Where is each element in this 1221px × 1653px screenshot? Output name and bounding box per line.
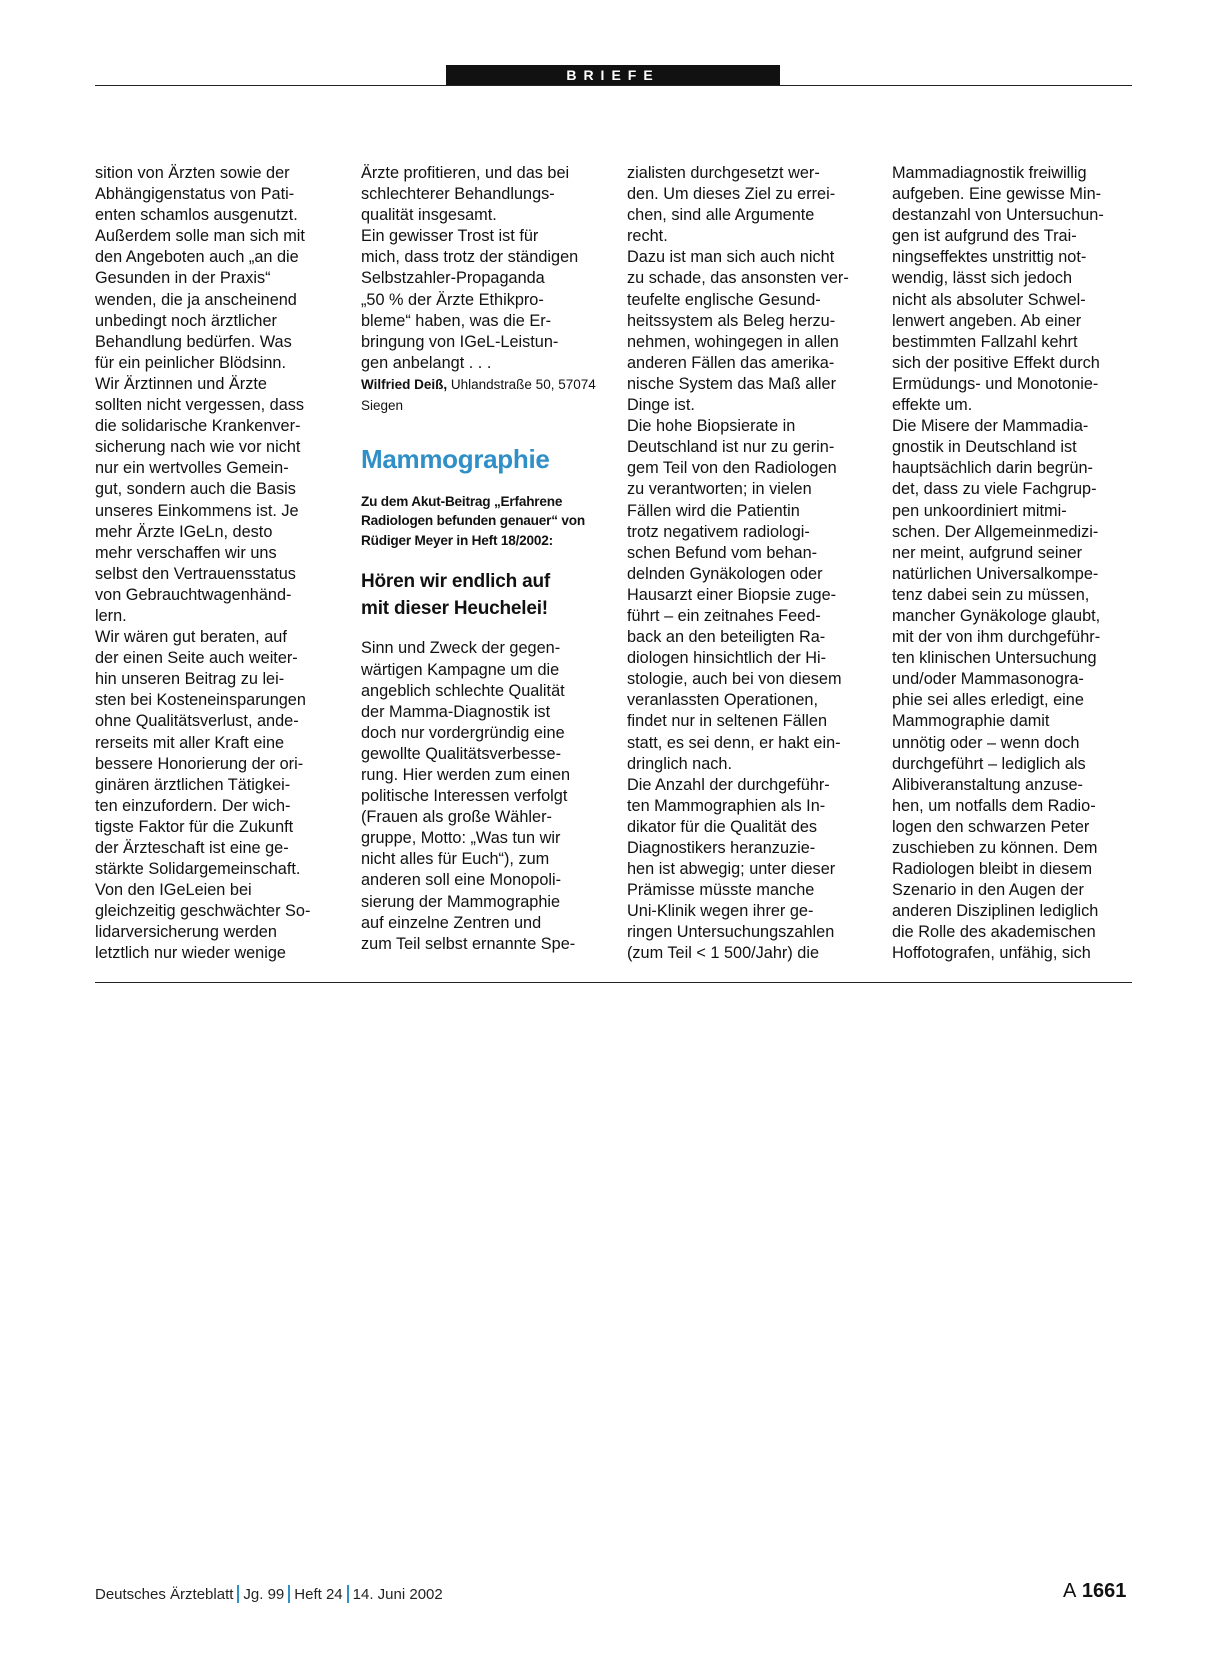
text-line: Die Misere der Mammadia- — [892, 417, 1089, 436]
text-line: schen Befund vom behan- — [627, 543, 818, 562]
text-line: den. Um dieses Ziel zu errei- — [627, 185, 836, 204]
text-line: mehr Ärzte IGeLn, desto — [95, 522, 273, 541]
text-line: auf einzelne Zentren und — [361, 913, 542, 932]
text-line: bringung von IGeL-Leistun- — [361, 332, 559, 351]
author-address-1: Uhlandstraße 50, 57074 — [447, 376, 596, 392]
text-line: anderen Disziplinen lediglich — [892, 902, 1099, 921]
text-line: gleichzeitig geschwächter So- — [95, 902, 311, 921]
top-rule — [95, 85, 1132, 86]
text-line: mich, dass trotz der ständigen — [361, 248, 579, 267]
text-line: ringen Untersuchungszahlen — [627, 923, 835, 942]
text-line: Ermüdungs- und Monotonie- — [892, 374, 1099, 393]
text-line: lidarversicherung werden — [95, 923, 277, 942]
text-line: sten bei Kosteneinsparungen — [95, 691, 306, 710]
text-line: Dazu ist man sich auch nicht — [627, 248, 835, 267]
text-line: schen. Der Allgemeinmedizi- — [892, 522, 1099, 541]
text-line: effekte um. — [892, 396, 973, 415]
text-line: aufgeben. Eine gewisse Min- — [892, 185, 1102, 204]
text-line: heitssystem als Beleg herzu- — [627, 311, 836, 330]
text-line: unseres Einkommens ist. Je — [95, 501, 299, 520]
text-line: Die hohe Biopsierate in — [627, 417, 796, 436]
column-2 — [361, 163, 606, 955]
text-line: führt – ein zeitnahes Feed- — [627, 606, 821, 625]
text-line: Selbstzahler-Propaganda — [361, 269, 545, 288]
text-line: die Rolle des akademischen — [892, 923, 1096, 942]
page-number — [1063, 1580, 1126, 1603]
section-label: BRIEFE — [446, 65, 780, 86]
issue: Heft 24 — [294, 1585, 343, 1603]
text-line: unnötig oder – wenn doch — [892, 733, 1080, 752]
text-line: der Mamma-Diagnostik ist — [361, 702, 551, 721]
text-line: gen ist aufgrund des Trai- — [892, 227, 1077, 246]
text-line: Von den IGeLeien bei — [95, 881, 252, 900]
text-line: letztlich nur wieder wenige — [95, 944, 286, 963]
text-line: und/oder Mammasonogra- — [892, 670, 1084, 689]
text-line: Prämisse müsste manche — [627, 881, 815, 900]
text-line: nicht alles für Euch“), zum — [361, 850, 550, 869]
text-line: mit der von ihm durchgeführ- — [892, 628, 1101, 647]
text-line: angeblich schlechte Qualität — [361, 681, 565, 700]
text-line: recht. — [627, 227, 668, 246]
text-line: stärkte Solidargemeinschaft. — [95, 860, 301, 879]
text-line: Radiologen bleibt in diesem — [892, 860, 1093, 879]
text-line: nehmen, wohingegen in allen — [627, 332, 839, 351]
text-line: sition von Ärzten sowie der — [95, 164, 290, 182]
article-headline: Mammographie — [361, 443, 550, 474]
text-line: Die Anzahl der durchgeführ- — [627, 775, 830, 794]
text-line: Wir wären gut beraten, auf — [95, 628, 287, 647]
text-line: ten Mammographien als In- — [627, 796, 826, 815]
text-line: gewollte Qualitätsverbesse- — [361, 744, 561, 763]
text-line: logen den schwarzen Peter — [892, 817, 1090, 836]
text-line: ningseffektes unstrittig not- — [892, 248, 1087, 267]
issue-date: 14. Juni 2002 — [352, 1585, 443, 1603]
text-line: zu verantworten; in vielen — [627, 480, 812, 499]
text-line: diologen hinsichtlich der Hi- — [627, 649, 827, 668]
text-line: mehr verschaffen wir uns — [95, 543, 277, 562]
text-line: sierung der Mammographie — [361, 892, 561, 911]
text-line: selbst den Vertrauensstatus — [95, 564, 296, 583]
footer-citation — [95, 1585, 443, 1603]
text-line: mancher Gynäkologe glaubt, — [892, 606, 1101, 625]
text-line: tigste Faktor für die Zukunft — [95, 817, 294, 836]
text-line: enten schamlos ausgenutzt. — [95, 206, 298, 225]
text-line: ten einzufordern. Der wich- — [95, 796, 291, 815]
text-line: durchgeführt – lediglich als — [892, 754, 1086, 773]
text-line: ner meint, aufgrund seiner — [892, 543, 1083, 562]
text-line: der Ärzteschaft ist eine ge- — [95, 839, 289, 857]
text-line: Abhängigenstatus von Pati- — [95, 185, 295, 204]
author-address-2: Siegen — [361, 397, 404, 413]
text-line: (Frauen als große Wähler- — [361, 808, 552, 827]
text-line: Ärzte profitieren, und das bei — [361, 164, 570, 182]
text-line: Gesunden in der Praxis“ — [95, 269, 271, 288]
text-line: dikator für die Qualität des — [627, 817, 818, 836]
text-line: Mammadiagnostik freiwillig — [892, 164, 1087, 182]
text-line: von Gebrauchtwagenhänd- — [95, 585, 292, 604]
text-line: teufelte englische Gesund- — [627, 290, 821, 309]
volume: Jg. 99 — [243, 1585, 285, 1603]
text-line: dringlich nach. — [627, 754, 732, 773]
text-line: für ein peinlicher Blödsinn. — [95, 353, 286, 372]
text-line: natürlichen Universalkompe- — [892, 564, 1099, 583]
text-line: findet nur in seltenen Fällen — [627, 712, 828, 731]
text-line: nicht als absoluter Schwel- — [892, 290, 1086, 309]
text-line: zum Teil selbst ernannte Spe- — [361, 934, 576, 953]
letter-body — [361, 638, 606, 954]
text-line: gruppe, Motto: „Was tun wir — [361, 829, 561, 848]
text-line: destanzahl von Untersuchun- — [892, 206, 1104, 225]
text-line: gut, sondern auch die Basis — [95, 480, 296, 499]
text-line: veranlassten Operationen, — [627, 691, 818, 710]
text-line: schlechterer Behandlungs- — [361, 185, 555, 204]
text-line: nur ein wertvolles Gemein- — [95, 459, 289, 478]
footer-separator — [237, 1585, 239, 1603]
text-line: delnden Gynäkologen oder — [627, 564, 823, 583]
text-line: hen, um notfalls dem Radio- — [892, 796, 1096, 815]
text-line: Uni-Klinik wegen ihrer ge- — [627, 902, 814, 921]
text-line: „50 % der Ärzte Ethikpro- — [361, 290, 544, 309]
text-line: Radiologen befunden genauer“ von — [361, 513, 585, 529]
text-line: den Angeboten auch „an die — [95, 248, 299, 267]
text-line: sollten nicht vergessen, dass — [95, 396, 305, 415]
text-line: Diagnostikers heranzuzie- — [627, 839, 816, 857]
text-line: gnostik in Deutschland ist — [892, 438, 1077, 457]
text-line: sicherung nach wie vor nicht — [95, 438, 301, 457]
text-line: stologie, auch bei von diesem — [627, 670, 842, 689]
column-4 — [892, 163, 1137, 965]
text-line: zu schade, das ansonsten ver- — [627, 269, 849, 288]
text-line: der einen Seite auch weiter- — [95, 649, 298, 668]
text-line: bleme“ haben, was die Er- — [361, 311, 552, 330]
text-line: ohne Qualitätsverlust, ande- — [95, 712, 299, 731]
text-line: zialisten durchgesetzt wer- — [627, 164, 820, 182]
article-reference — [361, 492, 606, 551]
text-line: doch nur vordergründig eine — [361, 723, 565, 742]
text-line: Ein gewisser Trost ist für — [361, 227, 539, 246]
author-name: Wilfried Deiß, — [361, 376, 448, 392]
text-line: wenden, die ja anscheinend — [95, 290, 297, 309]
text-line: Außerdem solle man sich mit — [95, 227, 305, 246]
text-line: zuschieben zu können. Dem — [892, 839, 1098, 857]
text-line: phie sei alles erledigt, eine — [892, 691, 1084, 710]
text-line: det, dass zu viele Fachgrup- — [892, 480, 1097, 499]
text-line: anderen soll eine Monopoli- — [361, 871, 562, 890]
text-line: nische System das Maß aller — [627, 374, 837, 393]
text-line: Hören wir endlich auf — [361, 571, 550, 593]
journal-name: Deutsches Ärzteblatt — [95, 1585, 234, 1603]
text-line: tenz dabei sein zu müssen, — [892, 585, 1090, 604]
text-line: lenwert angeben. Ab einer — [892, 311, 1082, 330]
text-line: Hoffotografen, unfähig, sich — [892, 944, 1091, 963]
text-line: ten klinischen Untersuchung — [892, 649, 1097, 668]
text-line: statt, es sei denn, er hakt ein- — [627, 733, 841, 752]
text-line: Alibiveranstaltung anzuse- — [892, 775, 1083, 794]
text-line: pen unkoordiniert mitmi- — [892, 501, 1067, 520]
text-line: Wir Ärztinnen und Ärzte — [95, 374, 267, 393]
text-line: mit dieser Heuchelei! — [361, 598, 548, 620]
text-line: bessere Honorierung der ori- — [95, 754, 304, 773]
text-line: politische Interessen verfolgt — [361, 787, 568, 806]
text-line: Hausarzt einer Biopsie zuge- — [627, 585, 837, 604]
text-line: chen, sind alle Argumente — [627, 206, 815, 225]
text-line: unbedingt noch ärztlicher — [95, 311, 277, 330]
text-line: Rüdiger Meyer in Heft 18/2002: — [361, 532, 553, 548]
text-line: Zu dem Akut-Beitrag „Erfahrene — [361, 493, 563, 509]
column-3 — [627, 163, 872, 965]
footer-separator — [288, 1585, 290, 1603]
text-line: (zum Teil < 1 500/Jahr) die — [627, 944, 820, 963]
text-line: Fällen wird die Patientin — [627, 501, 800, 520]
text-line: rung. Hier werden zum einen — [361, 766, 571, 784]
text-line: hin unseren Beitrag zu lei- — [95, 670, 285, 689]
text-line: Deutschland ist nur zu gerin- — [627, 438, 835, 457]
author-signature — [361, 374, 606, 416]
text-line: wärtigen Kampagne um die — [361, 660, 560, 679]
text-line: gem Teil von den Radiologen — [627, 459, 837, 478]
text-line: bestimmten Fallzahl kehrt — [892, 332, 1078, 351]
text-line: Dinge ist. — [627, 396, 695, 415]
text-line: trotz negativem radiologi- — [627, 522, 810, 541]
letter-subheadline — [361, 568, 606, 622]
text-line: back an den beteiligten Ra- — [627, 628, 826, 647]
page-number-value: 1661 — [1081, 1580, 1127, 1602]
text-line: wendig, lässt sich jedoch — [892, 269, 1073, 288]
bottom-rule — [95, 982, 1132, 983]
text-line: Sinn und Zweck der gegen- — [361, 639, 561, 658]
text-line: hauptsächlich darin begrün- — [892, 459, 1093, 478]
text-line: Szenario in den Augen der — [892, 881, 1084, 900]
text-line: lern. — [95, 606, 127, 625]
text-line: Behandlung bedürfen. Was — [95, 332, 292, 351]
text-line: gen anbelangt . . . — [361, 353, 492, 372]
letter-end-text — [361, 163, 606, 374]
text-line: Mammographie damit — [892, 712, 1050, 731]
page-prefix: A — [1063, 1580, 1077, 1602]
text-line: sich der positive Effekt durch — [892, 353, 1100, 372]
text-line: qualität insgesamt. — [361, 206, 497, 225]
text-line: hen ist abwegig; unter dieser — [627, 860, 836, 879]
text-line: rerseits mit aller Kraft eine — [95, 733, 285, 752]
text-line: anderen Fällen das amerika- — [627, 353, 835, 372]
column-1 — [95, 163, 340, 965]
text-line: die solidarische Krankenver- — [95, 417, 301, 436]
footer-separator — [347, 1585, 349, 1603]
text-line: ginären ärztlichen Tätigkei- — [95, 775, 291, 794]
